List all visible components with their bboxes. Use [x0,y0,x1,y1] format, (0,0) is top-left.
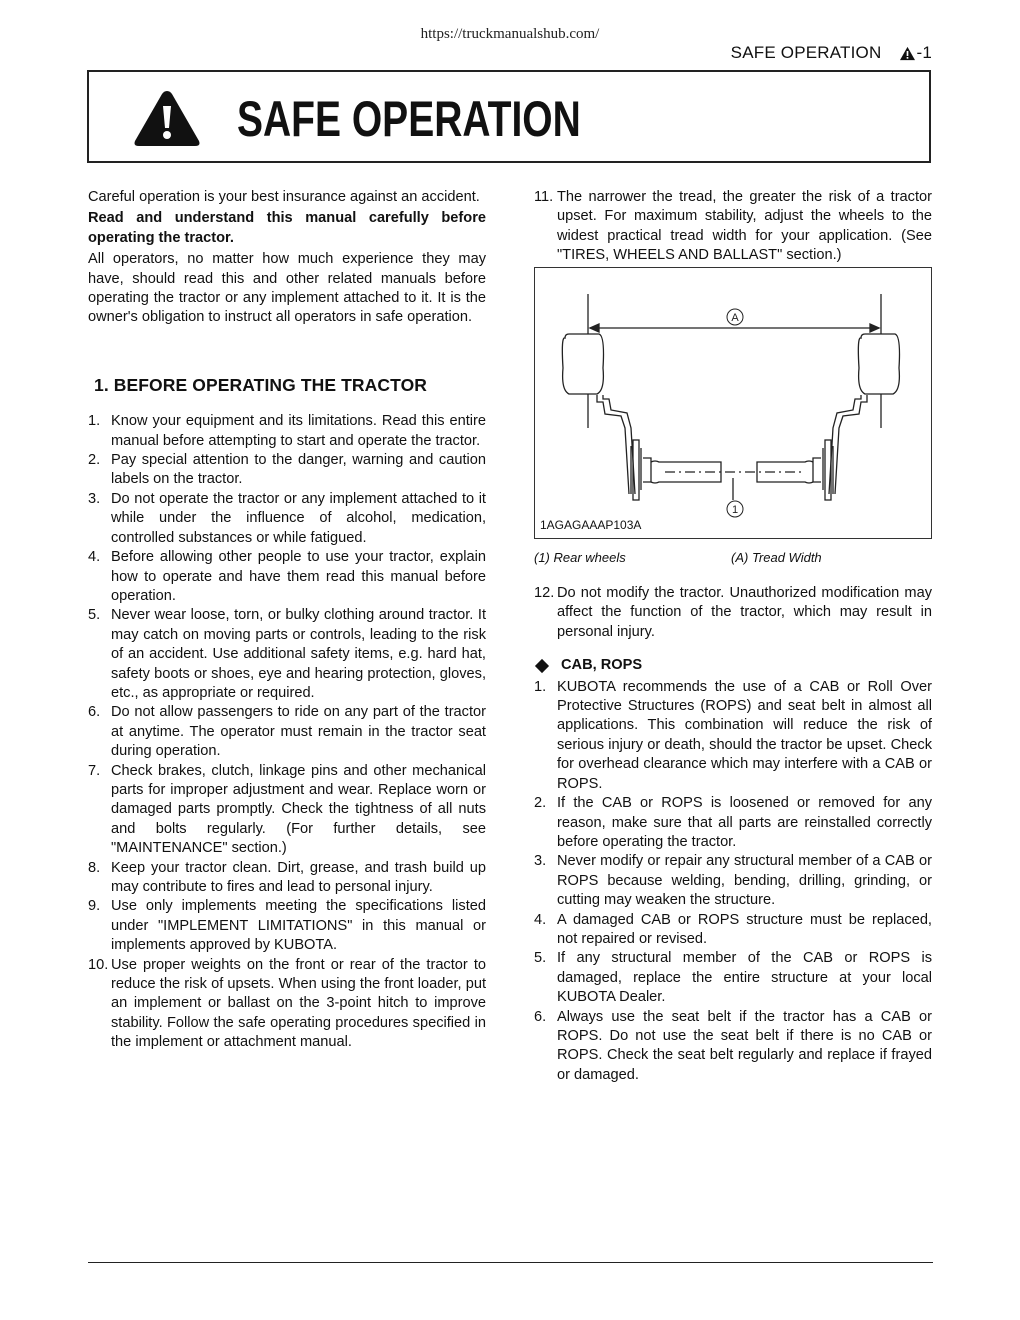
list-item: 10. Use proper weights on the front or rear of the tractor to reduce the risk of upsets. When using the front loader, put an implement or ballast on the 3-point hitch to improve stability. Follow the safe operating procedures specified in the implement or attachment manual. [88,956,486,1051]
footer-divider [88,1262,933,1263]
diamond-bullet-icon [535,659,549,673]
warning-triangle-icon [899,46,916,61]
figure-captions [534,548,932,567]
label-a: A [731,311,739,324]
list-item: 1. Know your equipment and its limitations. Read this entire manual before attempting to start and operate the tractor. [88,413,486,449]
list-item: 8. Keep your tractor clean. Dirt, grease, and trash build up may contribute to fires and lead to personal injury. [88,859,486,895]
page-title: SAFE OPERATION [237,91,581,147]
cab-rops-list [534,678,932,1086]
rear-wheels-diagram [535,268,931,538]
list-item: 4. A damaged CAB or ROPS structure must be replaced, not repaired or revised. [534,911,932,947]
list-item: 1. KUBOTA recommends the use of a CAB or Roll Over Protective Structures (ROPS) and seat belt in almost all applications. This combination will reduce the risk of serious injury or death, should the tractor be upset. Check for overhead clearance which may interfere with a CAB or ROPS. [534,678,932,792]
list-item: 2. If the CAB or ROPS is loosened or removed for any reason, make sure that all parts are reinstalled correctly before operating the tractor. [534,795,932,850]
left-column [88,188,486,1053]
right-column [534,188,932,1085]
list-item: 6. Always use the seat belt if the tractor has a CAB or ROPS. Do not use the seat belt if there is no CAB or ROPS. Check the seat belt regularly and replace if frayed or damaged. [534,1008,932,1083]
list-item: 3. Never modify or repair any structural member of a CAB or ROPS because welding, bending, drilling, grinding, or cutting may weaken the structure. [534,853,932,909]
caption-tread-width: (A) Tread Width [731,549,822,565]
list-item: 5. If any structural member of the CAB or ROPS is damaged, replace the entire structure at your local KUBOTA Dealer. [534,950,932,1006]
label-1: 1 [731,503,739,516]
list-item: 2. Pay special attention to the danger, warning and caution labels on the tractor. [88,452,486,488]
caption-rear-wheels: (1) Rear wheels [534,549,626,565]
intro-bold-paragraph: Read and understand this manual carefully before operating the tractor. [88,210,486,246]
page-header [731,43,932,63]
list-item: 4. Before allowing other people to use your tractor, explain how to operate and have them read this manual before operation. [88,549,486,604]
section-heading: 1. BEFORE OPERATING THE TRACTOR [94,374,428,395]
list-item: 5. Never wear loose, torn, or bulky clothing around tractor. It may catch on moving parts or controls, leading to the risk of an accident. Use additional safety items, e.g. hard hat, safety boots or shoes, eye and hearing protection, gloves, etc., as appropriate or required. [88,607,486,701]
list-item: 11. The narrower the tread, the greater the risk of a tractor upset. For maximum stability, adjust the wheels to the widest practical tread width for your application. (See "TIRES, WHEELS AND BALLAST" section.) [534,189,932,264]
intro-paragraph: Careful operation is your best insurance against an accident. [88,189,480,205]
header-section: SAFE OPERATION [730,43,882,62]
list-item: 3. Do not operate the tractor or any implement attached to it while under the influence of alcohol, medication, controlled substances or while fatigued. [88,490,486,546]
cab-rops-heading: CAB, ROPS [534,656,932,675]
source-url: https://truckmanualshub.com/ [420,26,600,42]
section1-list [88,412,486,1052]
list-item: 12. Do not modify the tractor. Unauthorized modification may affect the function of the tractor, which may result in personal injury. [534,585,932,640]
list-item: 6. Do not allow passengers to ride on any part of the tractor at anytime. The operator must remain in the tractor seat during operation. [88,704,486,760]
tread-width-figure [534,267,932,539]
list-item: 9. Use only implements meeting the specifications listed under "IMPLEMENT LIMITATIONS" in this manual or implements approved by KUBOTA. [88,898,486,954]
title-box [87,70,931,163]
intro-paragraph: All operators, no matter how much experience they may have, should read this and other related manuals before operating the tractor or any implement attached to it. It is the owner's obligation to instruct all operators in safe operation. [88,251,486,326]
warning-triangle-icon [133,88,201,148]
header-page-number: -1 [916,43,932,62]
figure-code: 1AGAGAAAP103A [540,518,642,533]
list-item: 7. Check brakes, clutch, linkage pins and other mechanical parts for improper adjustment and wear. Replace worn or damaged parts promptly. Check the tightness of all nuts and bolts regularly. (For further details, see "MAINTENANCE" section.) [88,762,486,857]
